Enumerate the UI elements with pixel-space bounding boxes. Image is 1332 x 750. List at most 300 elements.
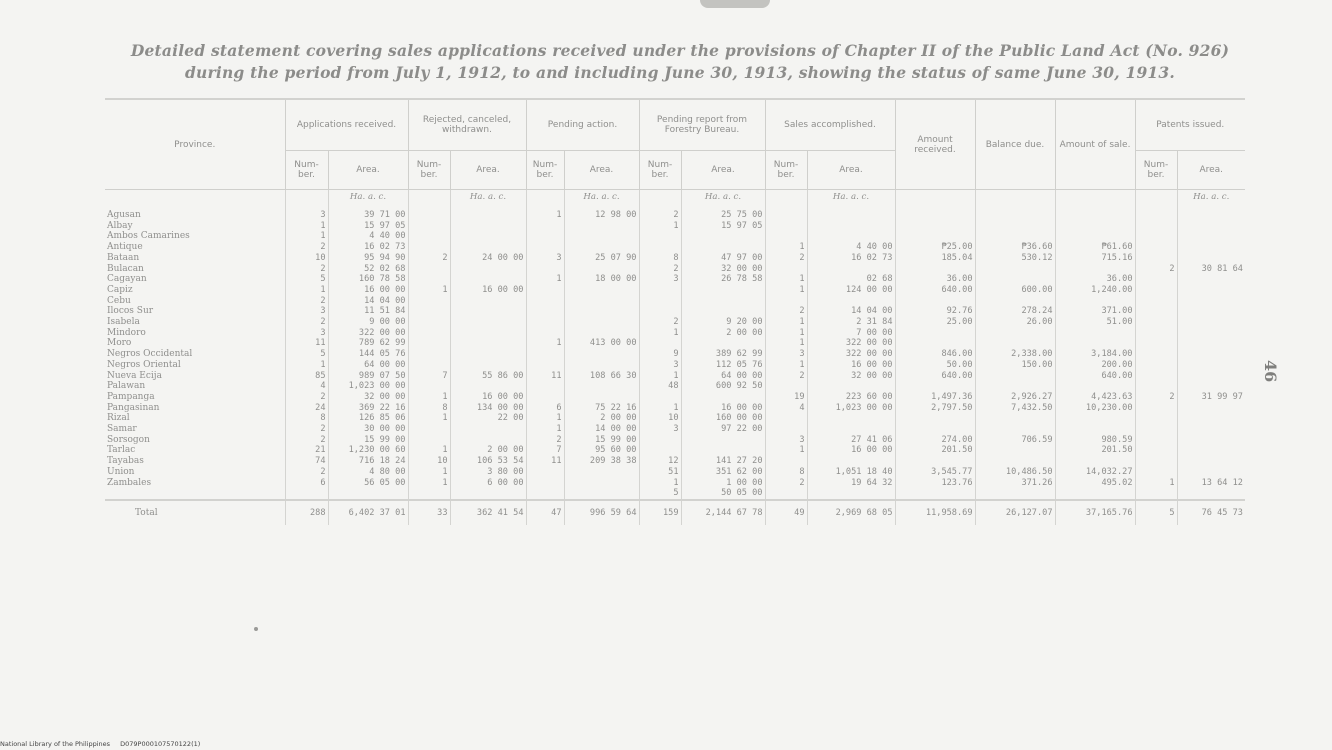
value-cell: 789 62 99 xyxy=(328,338,408,349)
value-cell: 49 xyxy=(765,500,807,525)
value-cell xyxy=(408,274,450,285)
value-cell xyxy=(1135,349,1177,360)
value-cell: 11 xyxy=(285,338,328,349)
value-cell: 97 22 00 xyxy=(681,424,765,435)
value-cell xyxy=(1135,231,1177,242)
value-cell: 2 xyxy=(765,253,807,264)
value-cell: 1 xyxy=(639,371,681,382)
value-cell: 4 xyxy=(285,381,328,392)
value-cell xyxy=(807,456,895,467)
value-cell: 3,184.00 xyxy=(1055,349,1135,360)
value-cell: 14 04 00 xyxy=(807,306,895,317)
value-cell: 1 xyxy=(765,328,807,339)
value-cell xyxy=(1135,456,1177,467)
value-cell: 1 xyxy=(526,210,564,221)
value-cell: 185.04 xyxy=(895,253,975,264)
value-cell xyxy=(1177,274,1245,285)
value-cell: 6,402 37 01 xyxy=(328,500,408,525)
value-cell xyxy=(1055,190,1135,205)
value-cell: 76 45 73 xyxy=(1177,500,1245,525)
value-cell: 2 xyxy=(1135,264,1177,275)
value-cell xyxy=(1135,317,1177,328)
table-row xyxy=(105,231,1245,242)
value-cell xyxy=(1177,242,1245,253)
value-cell: 16 00 00 xyxy=(450,285,526,296)
value-cell xyxy=(450,306,526,317)
value-cell: Ha. a. c. xyxy=(681,190,765,205)
value-cell xyxy=(408,210,450,221)
value-cell: 369 22 16 xyxy=(328,403,408,414)
value-cell xyxy=(765,413,807,424)
value-cell xyxy=(895,456,975,467)
value-cell xyxy=(1135,306,1177,317)
value-cell xyxy=(450,424,526,435)
value-cell xyxy=(1135,285,1177,296)
value-cell: 600 92 50 xyxy=(681,381,765,392)
province-cell: Rizal xyxy=(105,413,285,424)
value-cell: 10 xyxy=(639,413,681,424)
value-cell xyxy=(1135,424,1177,435)
value-cell xyxy=(975,274,1055,285)
province-cell xyxy=(105,488,285,500)
value-cell: 706.59 xyxy=(975,435,1055,446)
value-cell xyxy=(1177,467,1245,478)
value-cell: 134 00 00 xyxy=(450,403,526,414)
value-cell: 51 xyxy=(639,467,681,478)
value-cell: 25 07 90 xyxy=(564,253,639,264)
value-cell: 1 xyxy=(639,478,681,489)
province-cell: Sorsogon xyxy=(105,435,285,446)
value-cell: 1,497.36 xyxy=(895,392,975,403)
value-cell: 92.76 xyxy=(895,306,975,317)
value-cell xyxy=(408,488,450,500)
value-cell xyxy=(975,231,1055,242)
value-cell xyxy=(564,360,639,371)
value-cell: 640.00 xyxy=(1055,371,1135,382)
value-cell: 3 xyxy=(639,424,681,435)
subheader-number: Num-ber. xyxy=(639,151,681,190)
value-cell: 1 xyxy=(639,403,681,414)
value-cell xyxy=(564,242,639,253)
header-patents: Patents issued. xyxy=(1135,99,1245,151)
value-cell xyxy=(681,242,765,253)
value-cell: 1 xyxy=(408,413,450,424)
province-cell: Ilocos Sur xyxy=(105,306,285,317)
value-cell: 4,423.63 xyxy=(1055,392,1135,403)
value-cell: 14 00 00 xyxy=(564,424,639,435)
value-cell xyxy=(526,360,564,371)
value-cell: 1,023 00 00 xyxy=(328,381,408,392)
value-cell xyxy=(975,488,1055,500)
value-cell: 371.26 xyxy=(975,478,1055,489)
subheader-number: Num-ber. xyxy=(526,151,564,190)
value-cell: 141 27 20 xyxy=(681,456,765,467)
value-cell xyxy=(564,381,639,392)
value-cell xyxy=(1135,253,1177,264)
value-cell: 32 00 00 xyxy=(328,392,408,403)
value-cell xyxy=(1177,349,1245,360)
table-row xyxy=(105,467,1245,478)
province-cell: Nueva Ecija xyxy=(105,371,285,382)
value-cell xyxy=(765,296,807,307)
value-cell: 2,144 67 78 xyxy=(681,500,765,525)
value-cell: 55 86 00 xyxy=(450,371,526,382)
value-cell: 33 xyxy=(408,500,450,525)
value-cell xyxy=(807,381,895,392)
value-cell: 10 xyxy=(285,253,328,264)
value-cell xyxy=(1177,231,1245,242)
value-cell xyxy=(1135,190,1177,205)
table-row xyxy=(105,253,1245,264)
province-cell: Tarlac xyxy=(105,445,285,456)
value-cell: 95 60 00 xyxy=(564,445,639,456)
header-pending: Pending action. xyxy=(526,99,639,151)
value-cell: 362 41 54 xyxy=(450,500,526,525)
value-cell xyxy=(1177,371,1245,382)
table-row xyxy=(105,360,1245,371)
value-cell: 2 xyxy=(285,424,328,435)
value-cell: 2 xyxy=(285,242,328,253)
value-cell xyxy=(1177,285,1245,296)
value-cell xyxy=(639,445,681,456)
table-row xyxy=(105,445,1245,456)
value-cell: 16 02 73 xyxy=(328,242,408,253)
value-cell xyxy=(408,306,450,317)
value-cell: 3 xyxy=(765,349,807,360)
value-cell: 74 xyxy=(285,456,328,467)
value-cell: 1 xyxy=(765,285,807,296)
value-cell xyxy=(639,306,681,317)
value-cell: 2 xyxy=(639,317,681,328)
value-cell: 5 xyxy=(285,274,328,285)
value-cell xyxy=(1055,210,1135,221)
value-cell xyxy=(1177,221,1245,232)
value-cell xyxy=(639,242,681,253)
value-cell xyxy=(564,467,639,478)
value-cell: 30 81 64 xyxy=(1201,263,1243,274)
value-cell: 108 66 30 xyxy=(564,371,639,382)
value-cell: 24 xyxy=(285,403,328,414)
value-cell xyxy=(408,360,450,371)
value-cell xyxy=(975,445,1055,456)
value-cell xyxy=(450,264,526,275)
value-cell: 2 xyxy=(285,435,328,446)
value-cell: 1 xyxy=(285,221,328,232)
value-cell: 1 xyxy=(1135,478,1177,489)
value-cell: 02 68 xyxy=(807,274,895,285)
value-cell xyxy=(807,413,895,424)
footer-library: National Library of the Philippines xyxy=(0,740,111,748)
value-cell: 715.16 xyxy=(1055,253,1135,264)
value-cell: 19 xyxy=(765,392,807,403)
value-cell: 1,230 00 60 xyxy=(328,445,408,456)
table-row xyxy=(105,392,1245,403)
value-cell: 7,432.50 xyxy=(975,403,1055,414)
value-cell: 22 00 xyxy=(450,413,526,424)
value-cell: 1 xyxy=(408,445,450,456)
value-cell xyxy=(564,349,639,360)
value-cell: 26.00 xyxy=(975,317,1055,328)
value-cell xyxy=(681,296,765,307)
value-cell xyxy=(681,231,765,242)
value-cell: 8 xyxy=(639,253,681,264)
value-cell xyxy=(526,381,564,392)
header-forestry: Pending report from Forestry Bureau. xyxy=(639,99,765,151)
value-cell xyxy=(408,435,450,446)
value-cell xyxy=(1135,274,1177,285)
value-cell: 1 xyxy=(765,317,807,328)
value-cell: 16 00 00 xyxy=(807,360,895,371)
value-cell xyxy=(408,221,450,232)
value-cell: 1 xyxy=(408,467,450,478)
value-cell xyxy=(681,392,765,403)
value-cell xyxy=(895,296,975,307)
value-cell xyxy=(450,360,526,371)
value-cell xyxy=(1177,456,1245,467)
subheader-area: Area. xyxy=(1177,151,1245,190)
value-cell xyxy=(1135,328,1177,339)
value-cell: 15 99 00 xyxy=(328,435,408,446)
value-cell xyxy=(1055,488,1135,500)
value-cell: 14,032.27 xyxy=(1055,467,1135,478)
value-cell xyxy=(408,381,450,392)
province-cell xyxy=(105,190,285,205)
table-row xyxy=(105,296,1245,307)
value-cell xyxy=(1135,338,1177,349)
value-cell xyxy=(1135,210,1177,221)
province-cell: Samar xyxy=(105,424,285,435)
subheader-number: Num-ber. xyxy=(285,151,328,190)
table-row xyxy=(105,274,1245,285)
value-cell xyxy=(1055,231,1135,242)
value-cell xyxy=(450,338,526,349)
value-cell: 2 xyxy=(408,253,450,264)
value-cell: 25.00 xyxy=(895,317,975,328)
value-cell: 160 78 58 xyxy=(328,274,408,285)
value-cell xyxy=(408,424,450,435)
table-row xyxy=(105,413,1245,424)
value-cell xyxy=(408,242,450,253)
value-cell: 24 00 00 xyxy=(450,253,526,264)
table-row xyxy=(105,381,1245,392)
value-cell xyxy=(450,242,526,253)
value-cell xyxy=(765,264,807,275)
value-cell: 31 99 97 xyxy=(1201,391,1243,402)
value-cell xyxy=(1177,445,1245,456)
value-cell xyxy=(1135,413,1177,424)
value-cell: 3,545.77 xyxy=(895,467,975,478)
value-cell xyxy=(975,424,1055,435)
value-cell: 2 xyxy=(765,306,807,317)
value-cell xyxy=(895,190,975,205)
value-cell: 32 00 00 xyxy=(807,371,895,382)
value-cell xyxy=(975,264,1055,275)
value-cell xyxy=(1177,424,1245,435)
value-cell: 495.02 xyxy=(1055,478,1135,489)
province-cell: Cagayan xyxy=(105,274,285,285)
footer-id: D079P000107570122(1) xyxy=(120,740,201,748)
value-cell: 51.00 xyxy=(1055,317,1135,328)
value-cell: 201.50 xyxy=(895,445,975,456)
value-cell xyxy=(1055,328,1135,339)
value-cell: 5 xyxy=(1135,500,1177,525)
value-cell xyxy=(1135,381,1177,392)
value-cell xyxy=(1055,424,1135,435)
value-cell: 1 xyxy=(765,274,807,285)
value-cell xyxy=(526,221,564,232)
value-cell: 27 41 06 xyxy=(807,435,895,446)
value-cell: 12 98 00 xyxy=(564,210,639,221)
subheader-number: Num-ber. xyxy=(1135,151,1177,190)
value-cell xyxy=(1135,445,1177,456)
value-cell: 322 00 00 xyxy=(328,328,408,339)
value-cell: 530.12 xyxy=(975,253,1055,264)
value-cell: 4 40 00 xyxy=(807,242,895,253)
value-cell: 30 00 00 xyxy=(328,424,408,435)
value-cell: 2 xyxy=(285,317,328,328)
value-cell: 32 00 00 xyxy=(681,264,765,275)
value-cell xyxy=(526,190,564,205)
province-cell: Cebu xyxy=(105,296,285,307)
value-cell xyxy=(765,381,807,392)
value-cell xyxy=(1177,338,1245,349)
value-cell: 2 xyxy=(765,371,807,382)
value-cell xyxy=(526,231,564,242)
value-cell: 10,486.50 xyxy=(975,467,1055,478)
value-cell: 996 59 64 xyxy=(564,500,639,525)
value-cell xyxy=(639,285,681,296)
value-cell: Ha. a. c. xyxy=(328,190,408,205)
value-cell: 15 97 05 xyxy=(681,221,765,232)
value-cell: 16 00 00 xyxy=(328,285,408,296)
value-cell: 1,023 00 00 xyxy=(807,403,895,414)
value-cell: 1 xyxy=(408,392,450,403)
value-cell: 1 xyxy=(526,338,564,349)
value-cell xyxy=(1177,488,1245,500)
value-cell xyxy=(526,317,564,328)
value-cell xyxy=(564,231,639,242)
value-cell xyxy=(765,231,807,242)
value-cell xyxy=(1177,403,1245,414)
value-cell xyxy=(450,488,526,500)
value-cell: 1 xyxy=(639,221,681,232)
value-cell: 64 00 00 xyxy=(681,371,765,382)
value-cell xyxy=(975,296,1055,307)
value-cell xyxy=(450,296,526,307)
table-row xyxy=(105,456,1245,467)
value-cell xyxy=(285,190,328,205)
value-cell xyxy=(1177,296,1245,307)
value-cell xyxy=(1177,306,1245,317)
table-row xyxy=(105,371,1245,382)
province-cell: Isabela xyxy=(105,317,285,328)
table-row xyxy=(105,424,1245,435)
value-cell: 47 97 00 xyxy=(681,253,765,264)
value-cell xyxy=(408,328,450,339)
value-cell xyxy=(526,349,564,360)
subheader-area: Area. xyxy=(450,151,526,190)
value-cell xyxy=(681,338,765,349)
value-cell xyxy=(564,488,639,500)
value-cell: 1 00 00 xyxy=(681,478,765,489)
header-balance: Balance due. xyxy=(975,99,1055,190)
table-row xyxy=(105,221,1245,232)
value-cell: 1 xyxy=(765,445,807,456)
value-cell xyxy=(1177,210,1245,221)
value-cell: 640.00 xyxy=(895,371,975,382)
province-cell: Pangasinan xyxy=(105,403,285,414)
value-cell: 3 xyxy=(285,210,328,221)
value-cell: 11 xyxy=(526,456,564,467)
value-cell: 989 07 50 xyxy=(328,371,408,382)
value-cell xyxy=(408,264,450,275)
value-cell: 37,165.76 xyxy=(1055,500,1135,525)
value-cell: 1 xyxy=(526,413,564,424)
value-cell xyxy=(1177,413,1245,424)
province-cell: Union xyxy=(105,467,285,478)
sales-applications-table xyxy=(105,98,1245,525)
document-title xyxy=(110,40,1250,84)
province-cell: Mindoro xyxy=(105,328,285,339)
value-cell xyxy=(1177,328,1245,339)
value-cell: 8 xyxy=(765,467,807,478)
value-cell xyxy=(450,349,526,360)
value-cell xyxy=(285,488,328,500)
value-cell xyxy=(526,467,564,478)
value-cell: 288 xyxy=(285,500,328,525)
value-cell: 75 22 16 xyxy=(564,403,639,414)
value-cell xyxy=(765,221,807,232)
province-cell: Agusan xyxy=(105,210,285,221)
province-cell: Capiz xyxy=(105,285,285,296)
value-cell xyxy=(564,264,639,275)
value-cell xyxy=(765,424,807,435)
value-cell: 124 00 00 xyxy=(807,285,895,296)
value-cell xyxy=(807,296,895,307)
value-cell: 11 xyxy=(526,371,564,382)
value-cell: 13 64 12 xyxy=(1201,477,1243,488)
value-cell: 1 xyxy=(408,478,450,489)
value-cell xyxy=(765,210,807,221)
value-cell: 716 18 24 xyxy=(328,456,408,467)
value-cell xyxy=(807,210,895,221)
value-cell xyxy=(639,296,681,307)
province-cell: Zambales xyxy=(105,478,285,489)
value-cell xyxy=(526,285,564,296)
value-cell: 8 xyxy=(408,403,450,414)
value-cell xyxy=(639,231,681,242)
value-cell: 16 00 00 xyxy=(450,392,526,403)
value-cell: 9 00 00 xyxy=(328,317,408,328)
value-cell: 21 xyxy=(285,445,328,456)
value-cell: ₱61.60 xyxy=(1055,242,1135,253)
value-cell xyxy=(564,478,639,489)
value-cell xyxy=(681,435,765,446)
title-line-1: Detailed statement covering sales applications received under the provisions of Chapter II of the Public Land Act (No. 926) xyxy=(130,41,1230,60)
value-cell: 160 00 00 xyxy=(681,413,765,424)
value-cell: 18 00 00 xyxy=(564,274,639,285)
value-cell xyxy=(1055,456,1135,467)
value-cell: 159 xyxy=(639,500,681,525)
value-cell xyxy=(895,413,975,424)
province-cell: Antique xyxy=(105,242,285,253)
value-cell xyxy=(1135,435,1177,446)
value-cell xyxy=(895,381,975,392)
value-cell: 9 20 00 xyxy=(681,317,765,328)
value-cell: Ha. a. c. xyxy=(450,190,526,205)
subheader-area: Area. xyxy=(564,151,639,190)
value-cell xyxy=(895,264,975,275)
